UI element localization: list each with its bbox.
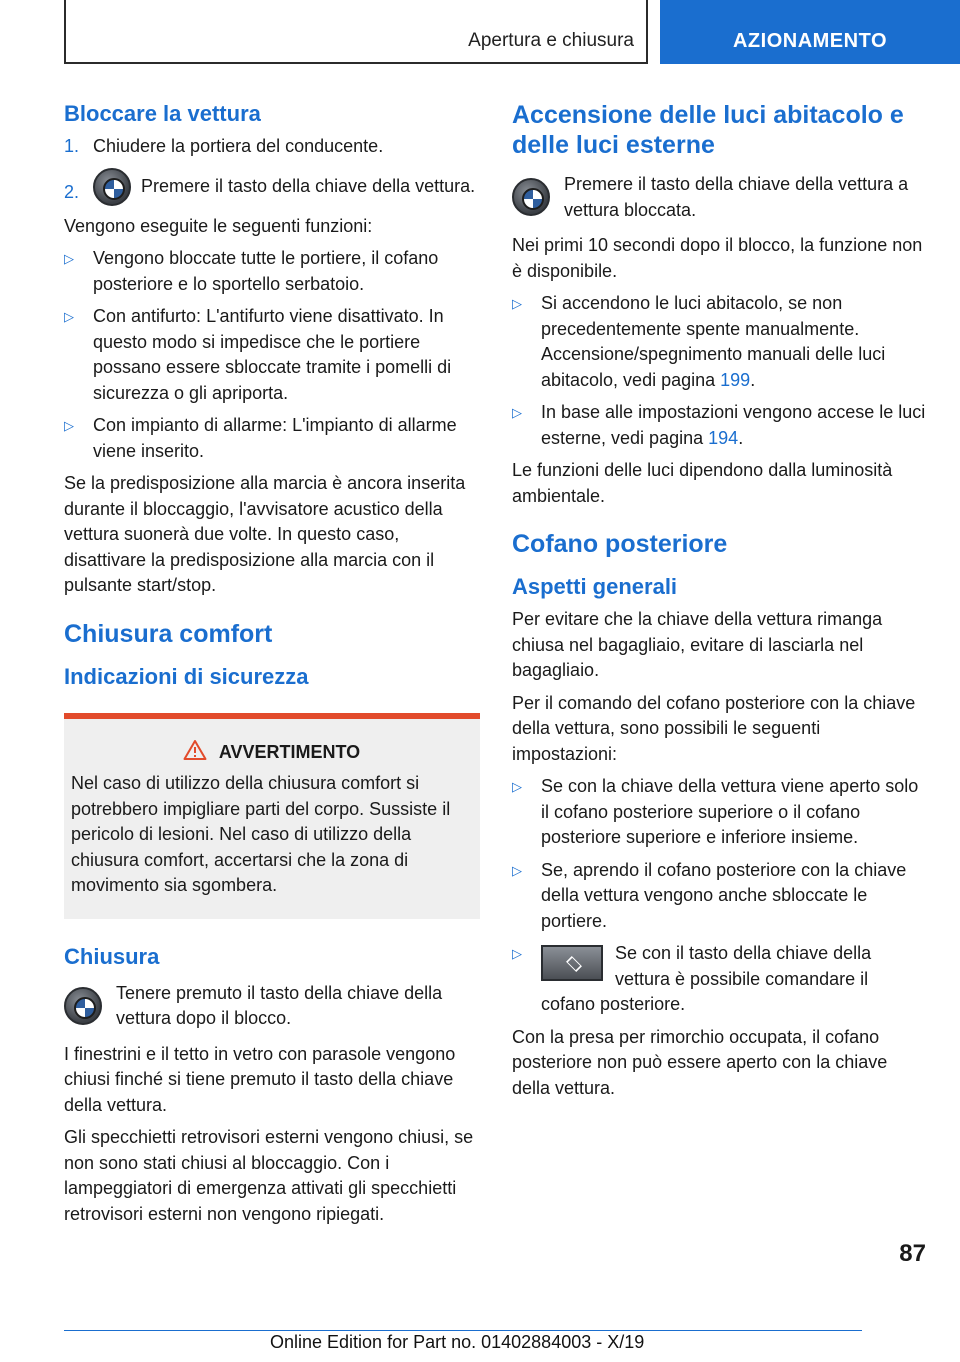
- heading-indicazioni-sicurezza: Indicazioni di sicurezza: [64, 663, 309, 689]
- warning-title-row: [71, 739, 472, 766]
- bullet-icon: ▷: [512, 405, 522, 420]
- paragraph: Gli specchietti retrovisori esterni vengono chiusi, se non sono stati chiusi al bloccaggio. Con i lampeggiatori di emergenza attivati gli specchietti retrovisori esterni non vengono ripiegati.: [64, 1127, 474, 1224]
- paragraph: Con la presa per rimorchio occupata, il cofano posteriore non può essere aperto con la chiave della vettura.: [512, 1026, 888, 1098]
- heading-chiusura: Chiusura: [64, 943, 160, 969]
- paragraph: Se la predisposizione alla marcia è ancora inserita durante il bloccaggio, l'avvisatore acustico della vettura suonerà due volte. In questo caso, disattivare la predisposizione alla marcia con il pulsante start/stop.: [64, 473, 466, 595]
- step-1: [64, 134, 480, 160]
- chiusura-text: Tenere premuto il tasto della chiave della vettura dopo il blocco.: [116, 982, 443, 1028]
- page-number: 87: [899, 1240, 926, 1267]
- heading-chiusura-comfort: Chiusura comfort: [64, 619, 273, 648]
- key-button-icon: [64, 987, 102, 1025]
- bullet-icon: ▷: [512, 946, 522, 961]
- list-item: ▷ In base alle impostazioni vengono accese le luci esterne, vedi pagina 194.: [512, 402, 926, 448]
- bullet-icon: ▷: [512, 862, 522, 878]
- list-item: [512, 774, 926, 851]
- list-item-text: Con antifurto: L'antifurto viene disattivato. In questo modo si impedisce che le portiere possano essere sbloccate tramite i pomelli di sicurezza o gli apriporta.: [93, 306, 452, 403]
- list-item: ▷ Si accendono le luci abitacolo, se non precedentemente spente manualmente. Accensione/spegnimento manuali delle luci abitacolo, vedi pagina 199.: [512, 293, 886, 390]
- list-item-text: Se, aprendo il cofano posteriore con la chiave della vettura vengono anche sbloccate le portiere.: [541, 859, 907, 931]
- bullet-icon: ▷: [64, 418, 74, 433]
- step-2: [64, 168, 480, 206]
- accensione-text: Premere il tasto della chiave della vettura a vettura bloccata.: [564, 174, 909, 220]
- step-2-text: Premere il tasto della chiave della vettura.: [141, 175, 476, 196]
- heading-accensione-luci: Accensione delle luci abitacolo e delle luci esterne: [512, 101, 904, 159]
- right-column: [512, 100, 926, 1108]
- header-section-label: AZIONAMENTO: [732, 30, 887, 52]
- paragraph: Le funzioni delle luci dipendono dalla luminosità ambientale.: [512, 460, 893, 506]
- list-item-text: Vengono bloccate tutte le portiere, il cofano posteriore e lo sportello serbatoio.: [93, 248, 439, 294]
- step-1-number: 1.: [64, 136, 80, 156]
- warning-text: Nel caso di utilizzo della chiusura comfort si potrebbero impigliare parti del corpo. Sussiste il pericolo di lesioni. Nel caso di utilizzo della chiusura comfort, accertarsi che la zona di movimento sia sgombera.: [71, 773, 451, 895]
- list-item-text: Con impianto di allarme: L'impianto di allarme viene inserito.: [93, 415, 457, 461]
- list-item-text: In base alle impostazioni vengono accese le luci esterne, vedi pagina: [541, 402, 926, 448]
- list-item-text: Se con il tasto della chiave della vettura è possibile comandare il cofano posteriore.: [541, 943, 872, 1014]
- bullet-icon: ▷: [64, 251, 74, 266]
- footer-divider: [64, 1330, 862, 1331]
- warning-box: [64, 713, 480, 919]
- key-button-icon: [512, 178, 550, 216]
- footer-edition: Online Edition for Part no. 01402884003 - X/19: [270, 1332, 645, 1352]
- paragraph: Per evitare che la chiave della vettura rimanga chiusa nel bagagliaio, evitare di lasciarla nel bagagliaio.: [512, 609, 883, 680]
- list-item: [64, 304, 480, 406]
- step-2-number: 2.: [64, 181, 80, 202]
- chiusura-instruction: [64, 981, 480, 1032]
- bullet-icon: ▷: [64, 309, 74, 324]
- key-button-icon: [93, 168, 131, 206]
- list-item: [64, 413, 480, 464]
- heading-cofano-posteriore: Cofano posteriore: [512, 530, 728, 558]
- warning-triangle-icon: [183, 739, 207, 761]
- step-1-text: Chiudere la portiera del conducente.: [93, 136, 384, 156]
- paragraph: Per il comando del cofano posteriore con la chiave della vettura, sono possibili le seguenti impostazioni:: [512, 692, 916, 764]
- list-item: [512, 858, 926, 935]
- bullet-icon: ▷: [512, 296, 522, 311]
- heading-bloccare: Bloccare la vettura: [64, 101, 261, 126]
- paragraph: I finestrini e il tetto in vetro con parasole vengono chiusi finché si tiene premuto il tasto della chiave della vettura.: [64, 1043, 456, 1115]
- list-item: [64, 246, 480, 297]
- accensione-instruction: [512, 172, 926, 223]
- header-title: Apertura e chiusura: [468, 30, 634, 51]
- page-link-199[interactable]: 199: [720, 369, 751, 390]
- left-column: [64, 100, 480, 1234]
- bullet-icon: ▷: [512, 779, 522, 794]
- header-section-tab: [660, 0, 960, 64]
- functions-intro: Vengono eseguite le seguenti funzioni:: [64, 215, 373, 236]
- list-item: [512, 941, 926, 1018]
- tailgate-button-icon: [541, 945, 603, 981]
- list-item-text: Si accendono le luci abitacolo, se non precedentemente spente manualmente. Accensione/spegnimento manuali delle luci abitacolo, vedi pagina: [541, 293, 886, 390]
- warning-title: AVVERTIMENTO: [218, 741, 361, 762]
- list-item-text: Se con la chiave della vettura viene aperto solo il cofano posteriore superiore o il cofano posteriore superiore e inferiore insieme.: [541, 776, 919, 847]
- heading-aspetti-generali: Aspetti generali: [512, 574, 678, 599]
- paragraph: Nei primi 10 secondi dopo il blocco, la funzione non è disponibile.: [512, 235, 923, 281]
- header-left-box: [64, 0, 648, 64]
- page-link-194[interactable]: 194: [708, 427, 739, 448]
